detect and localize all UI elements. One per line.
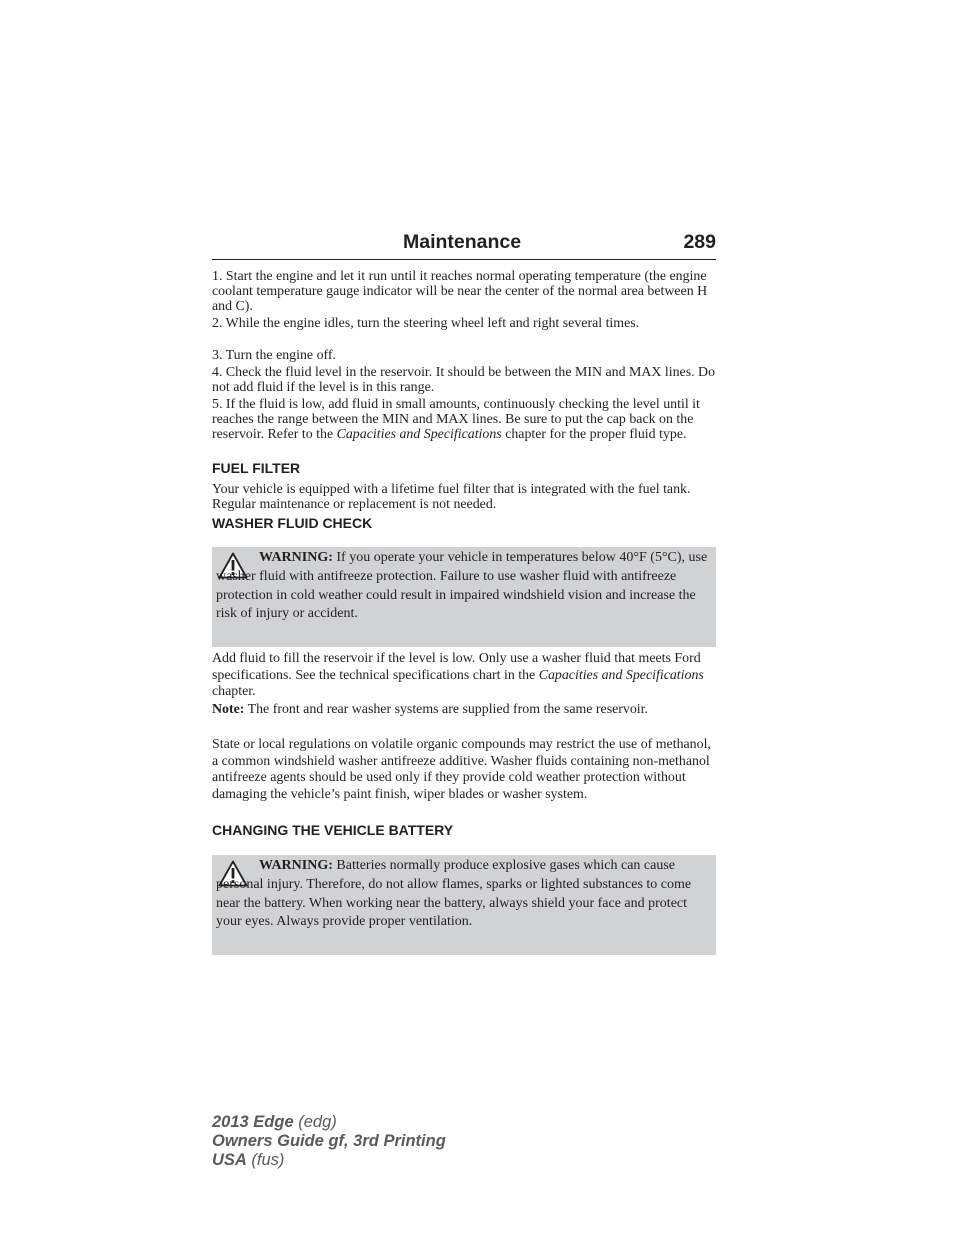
washer-note: Note: The front and rear washer systems are supplied from the same reservoir. (212, 702, 649, 717)
washer-fluid-heading: WASHER FLUID CHECK (212, 515, 373, 531)
fuel-filter-text: Your vehicle is equipped with a lifetime fuel filter that is integrated with the fuel tank. Regular maintenance or replacement is not needed. (212, 482, 691, 513)
step-5: 5. If the fluid is low, add fluid in small amounts, continuously checking the level until it reaches the range between the MIN and MAX lines. Be sure to put the cap back on the reservoir. Refer to the Capacities and Specifications chapter for the proper fluid type. (212, 397, 700, 443)
washer-para-1: Add fluid to fill the reservoir if the level is low. Only use a washer fluid that meets Ford specifications. See the technical specifications chart in the Capacities and Specifications chapter. (212, 651, 704, 700)
battery-warning-text: WARNING: Batteries normally produce explosive gases which can cause personal injury. Therefore, do not allow flames, sparks or lighted substances to come near the battery. When working near the battery, always shield your face and protect your eyes. Always provide proper ventilation. (216, 858, 692, 930)
section-title: Maintenance (403, 231, 522, 253)
warning-label: WARNING: (259, 858, 333, 873)
step-4: 4. Check the fluid level in the reservoir. It should be between the MIN and MAX lines. Do not add fluid if the level is in this range. (212, 365, 716, 396)
page-number: 289 (683, 231, 716, 253)
step-3: 3. Turn the engine off. (212, 348, 336, 363)
battery-heading: CHANGING THE VEHICLE BATTERY (212, 822, 454, 838)
note-label: Note: (212, 702, 245, 717)
fuel-filter-heading: FUEL FILTER (212, 460, 301, 476)
page-header (212, 228, 716, 260)
footer-market-line: USA (fus) (212, 1151, 285, 1169)
step-1: 1. Start the engine and let it run until it reaches normal operating temperature (the engine coolant temperature gauge indicator will be near the center of the normal area between H and C). (212, 269, 708, 315)
page-footer (212, 1113, 446, 1170)
step-2: 2. While the engine idles, turn the steering wheel left and right several times. (212, 316, 640, 331)
washer-warning-text: WARNING: If you operate your vehicle in temperatures below 40°F (5°C), use washer fluid with antifreeze protection. Failure to use washer fluid with antifreeze protection in cold weather could result in impaired windshield vision and increase the risk of injury or accident. (216, 550, 708, 622)
warning-label: WARNING: (259, 550, 333, 565)
footer-guide-line: Owners Guide gf, 3rd Printing (212, 1132, 446, 1150)
step-5-chapter-ref: Capacities and Specifications (336, 427, 502, 443)
washer-chapter-ref: Capacities and Specifications (538, 667, 704, 683)
battery-warning-box (212, 855, 716, 955)
washer-para-2: State or local regulations on volatile organic compounds may restrict the use of methanol, a common windshield washer antifreeze additive. Washer fluids containing non-methanol antifreeze agents should be used only if they provide cold weather protection without damaging the vehicle’s paint finish, wiper blades or washer system. (212, 737, 711, 802)
washer-warning-box (212, 547, 716, 647)
footer-model-line: 2013 Edge (edg) (212, 1113, 337, 1131)
